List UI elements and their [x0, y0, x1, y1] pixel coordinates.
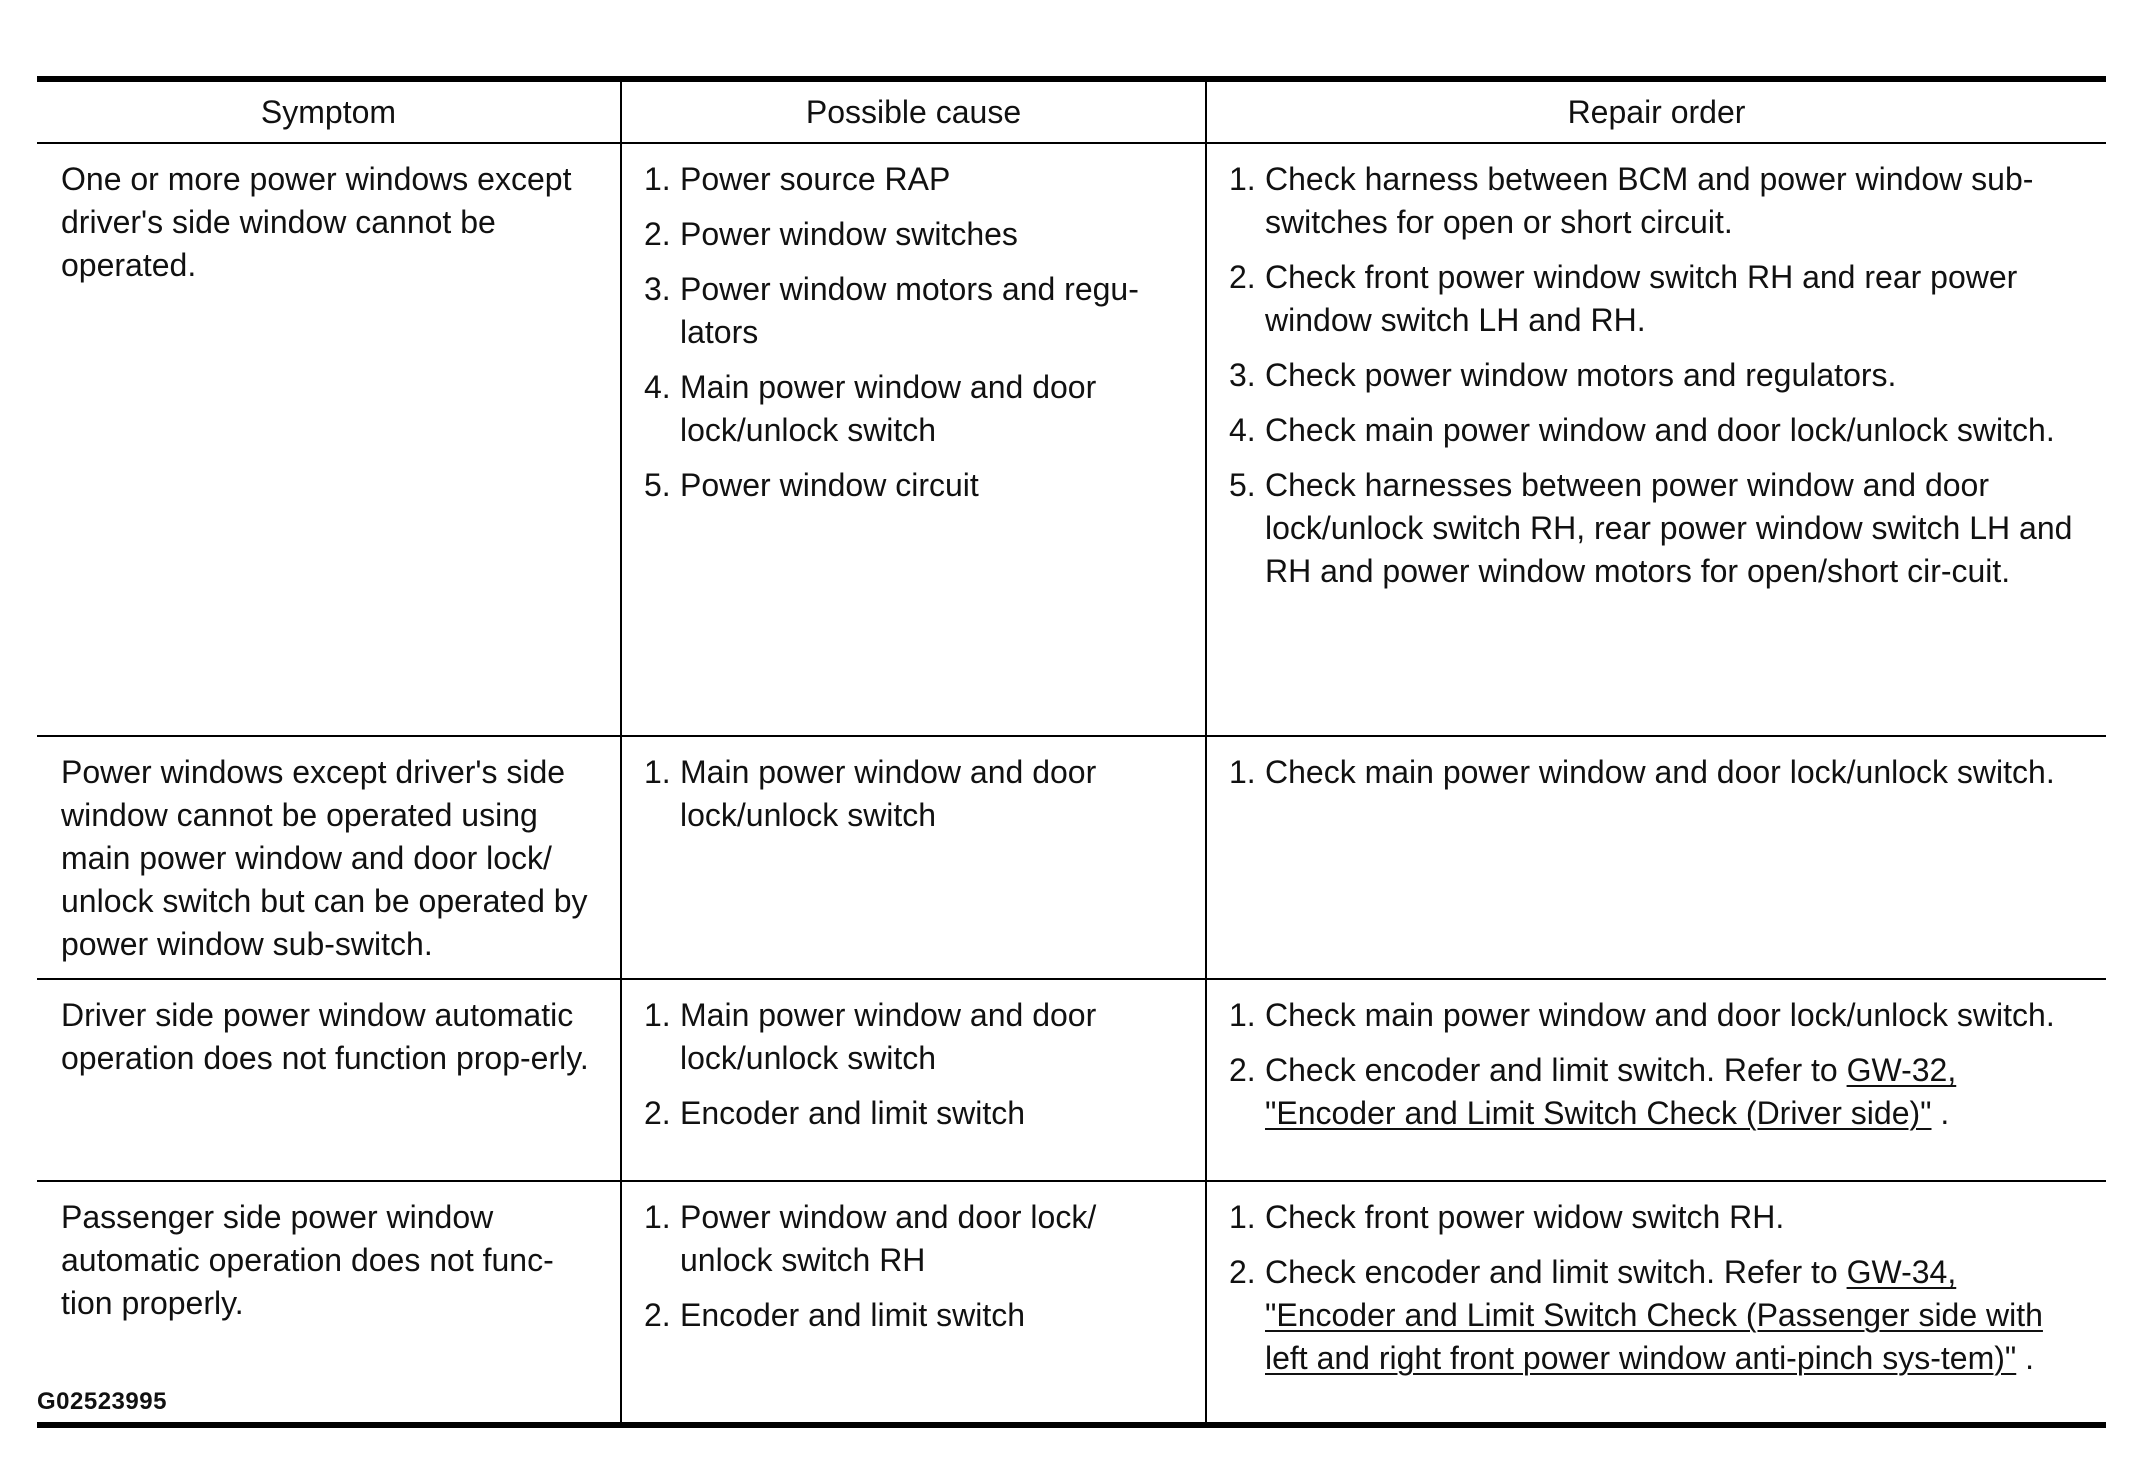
item-text: Check front power window switch RH and rear power window switch LH and RH. — [1265, 259, 2018, 338]
item-number: 2. — [1229, 259, 1256, 295]
repair-cell — [1206, 1181, 2106, 1425]
cause-cell — [621, 736, 1206, 979]
list-item — [1229, 1251, 2088, 1380]
list-item — [1229, 994, 2088, 1037]
table-row — [37, 143, 2106, 736]
list-item — [1229, 354, 2088, 397]
list-item — [644, 158, 1187, 201]
list-item — [1229, 1049, 2088, 1135]
item-text: Check encoder and limit switch. Refer to — [1265, 1052, 1847, 1088]
table-row — [37, 736, 2106, 979]
item-number: 2. — [644, 1095, 671, 1131]
item-number: 1. — [1229, 754, 1256, 790]
list-item — [644, 464, 1187, 507]
repair-list — [1229, 994, 2088, 1135]
item-text: Power window motors and regu-lators — [680, 271, 1139, 350]
item-number: 2. — [1229, 1254, 1256, 1290]
repair-list — [1229, 158, 2088, 593]
symptom-cell: Power windows except driver's side window cannot be operated using main power window and door lock/ unlock switch but can be operated by power window sub-switch. — [37, 736, 621, 979]
table-row — [37, 1181, 2106, 1425]
item-text-end: . — [1931, 1095, 1950, 1131]
item-text: Check front power widow switch RH. — [1265, 1199, 1785, 1235]
list-item — [644, 1092, 1187, 1135]
item-text-end: . — [2016, 1340, 2035, 1376]
header-possible-cause: Possible cause — [621, 79, 1206, 143]
list-item — [1229, 256, 2088, 342]
item-number: 1. — [644, 161, 671, 197]
list-item — [644, 213, 1187, 256]
repair-cell — [1206, 736, 2106, 979]
item-number: 1. — [644, 754, 671, 790]
item-text: Check encoder and limit switch. Refer to — [1265, 1254, 1847, 1290]
item-text: Check harness between BCM and power window sub-switches for open or short circuit. — [1265, 161, 2034, 240]
cross-reference-link[interactable]: GW-34, "Encoder and Limit Switch Check (Passenger side with left and right front power window anti-pinch sys-tem)" — [1265, 1254, 2043, 1376]
cause-list — [644, 1196, 1187, 1337]
symptom-table — [37, 76, 2106, 1428]
figure-id: G02523995 — [37, 1388, 167, 1415]
item-text: Main power window and door lock/unlock switch — [680, 754, 1097, 833]
list-item — [644, 1294, 1187, 1337]
list-item — [1229, 409, 2088, 452]
list-item — [644, 1196, 1187, 1282]
cause-list — [644, 994, 1187, 1135]
symptom-cell: One or more power windows except driver's side window cannot be operated. — [37, 143, 621, 736]
list-item — [1229, 1196, 2088, 1239]
list-item — [644, 751, 1187, 837]
item-number: 5. — [1229, 467, 1256, 503]
item-number: 2. — [644, 216, 671, 252]
cause-list — [644, 158, 1187, 507]
item-text: Main power window and door lock/unlock switch — [680, 369, 1097, 448]
item-text: Power window and door lock/ unlock switch RH — [680, 1199, 1097, 1278]
table-row — [37, 979, 2106, 1181]
item-text: Check harnesses between power window and door lock/unlock switch RH, rear power window switch LH and RH and power window motors for open/short cir-cuit. — [1265, 467, 2073, 589]
table-header-row — [37, 79, 2106, 143]
cause-cell — [621, 979, 1206, 1181]
list-item — [1229, 751, 2088, 794]
item-number: 1. — [1229, 997, 1256, 1033]
item-number: 4. — [644, 369, 671, 405]
item-number: 3. — [644, 271, 671, 307]
item-number: 1. — [1229, 1199, 1256, 1235]
item-text: Encoder and limit switch — [680, 1297, 1026, 1333]
list-item — [644, 994, 1187, 1080]
cause-list — [644, 751, 1187, 837]
repair-cell — [1206, 979, 2106, 1181]
item-text: Encoder and limit switch — [680, 1095, 1026, 1131]
item-number: 1. — [1229, 161, 1256, 197]
item-text: Main power window and door lock/unlock switch — [680, 997, 1097, 1076]
item-text: Check main power window and door lock/unlock switch. — [1265, 754, 2055, 790]
symptom-cell: Passenger side power window automatic operation does not func-tion properly. — [61, 1199, 554, 1321]
symptom-cell: Driver side power window automatic operation does not function prop-erly. — [37, 979, 621, 1181]
cause-cell — [621, 143, 1206, 736]
item-number: 5. — [644, 467, 671, 503]
list-item — [1229, 158, 2088, 244]
item-number: 2. — [1229, 1052, 1256, 1088]
repair-cell — [1206, 143, 2106, 736]
header-repair-order: Repair order — [1206, 79, 2106, 143]
item-text: Power window switches — [680, 216, 1018, 252]
list-item — [644, 268, 1187, 354]
item-number: 3. — [1229, 357, 1256, 393]
repair-list — [1229, 1196, 2088, 1380]
item-number: 2. — [644, 1297, 671, 1333]
item-text: Power window circuit — [680, 467, 979, 503]
list-item — [1229, 464, 2088, 593]
item-text: Check main power window and door lock/unlock switch. — [1265, 997, 2055, 1033]
item-text: Power source RAP — [680, 161, 951, 197]
cause-cell — [621, 1181, 1206, 1425]
item-number: 1. — [644, 997, 671, 1033]
item-number: 1. — [644, 1199, 671, 1235]
cross-reference-link[interactable]: GW-32, "Encoder and Limit Switch Check (Driver side)" — [1265, 1052, 1957, 1131]
item-number: 4. — [1229, 412, 1256, 448]
header-symptom: Symptom — [37, 79, 621, 143]
repair-list — [1229, 751, 2088, 794]
item-text: Check power window motors and regulators. — [1265, 357, 1897, 393]
item-text: Check main power window and door lock/unlock switch. — [1265, 412, 2055, 448]
list-item — [644, 366, 1187, 452]
